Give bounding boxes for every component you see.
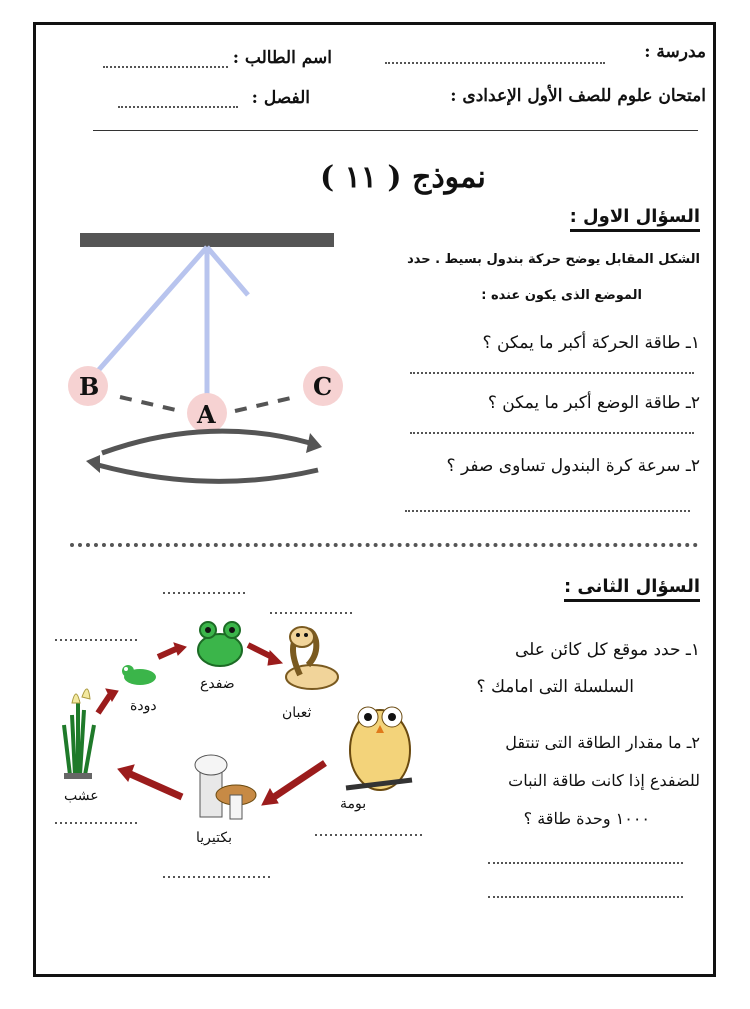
snake-label: ثعبان (282, 705, 312, 721)
owl-icon (346, 707, 412, 790)
swing-arrow-top (102, 431, 310, 453)
grass-icon (64, 689, 94, 779)
q2-item2-line1: ٢ـ ما مقدار الطاقة التى تنتقل (505, 733, 700, 752)
school-label: مدرسة : (644, 42, 706, 62)
pendulum-diagram (60, 225, 360, 500)
pendulum-string-left (96, 247, 207, 373)
q1-item-1: ١ـ طاقة الحركة أكبر ما يمكن ؟ (482, 333, 700, 353)
class-label: الفصل : (251, 88, 310, 108)
frog-label: ضفدع (200, 676, 235, 692)
label-b: B (79, 372, 100, 401)
q1-heading: السؤال الاول : (570, 206, 700, 232)
class-answer-line[interactable] (118, 106, 238, 108)
section-separator (70, 543, 698, 547)
worm-label: دودة (130, 698, 157, 714)
snake-icon (286, 627, 338, 689)
pendulum-string-right (207, 247, 248, 295)
student-name-line[interactable] (103, 66, 228, 68)
q2-item2-line2: للضفدع إذا كانت طاقة النبات (508, 771, 700, 790)
bacteria-icon (195, 755, 256, 819)
q1-answer-line-2[interactable] (410, 432, 694, 434)
q1-item-3: ٢ـ سرعة كرة البندول تساوى صفر ؟ (446, 456, 700, 476)
q2-answer-line-2[interactable] (488, 896, 683, 898)
path-left-dash (120, 397, 180, 411)
q2-heading: السؤال الثانى : (564, 576, 700, 602)
exam-title: امتحان علوم للصف الأول الإعدادى : (450, 86, 706, 106)
q1-item-2: ٢ـ طاقة الوضع أكبر ما يمكن ؟ (487, 393, 700, 413)
q1-answer-line-1[interactable] (410, 372, 694, 374)
student-name-label: اسم الطالب : (232, 48, 332, 68)
bacteria-label: بكتيريا (196, 830, 232, 846)
worm-icon (122, 665, 156, 685)
q2-answer-line-1[interactable] (488, 862, 683, 864)
label-c: C (313, 372, 333, 401)
pendulum-support-bar (80, 233, 334, 247)
frog-icon (198, 622, 242, 666)
grass-label: عشب (64, 788, 99, 804)
model-title: نموذج ( ١١ ) (320, 160, 486, 195)
food-chain-diagram (50, 585, 430, 895)
q1-prompt-line2: الموضع الذى يكون عنده : (481, 288, 642, 303)
label-a: A (197, 400, 216, 429)
q1-prompt-line1: الشكل المقابل يوضح حركة بندول بسيط . حدد (407, 252, 700, 267)
path-right-dash (235, 397, 295, 411)
q1-answer-line-3[interactable] (405, 510, 690, 512)
q2-item1-line1: ١ـ حدد موقع كل كائن على (514, 640, 700, 660)
school-answer-line[interactable] (385, 62, 605, 64)
q2-item2-line3: ١٠٠٠ وحدة طاقة ؟ (523, 809, 650, 828)
owl-label: بومة (340, 796, 367, 812)
header-divider (93, 130, 698, 131)
q2-item1-line2: السلسلة التى امامك ؟ (476, 677, 634, 697)
swing-arrow-bottom (98, 465, 318, 481)
